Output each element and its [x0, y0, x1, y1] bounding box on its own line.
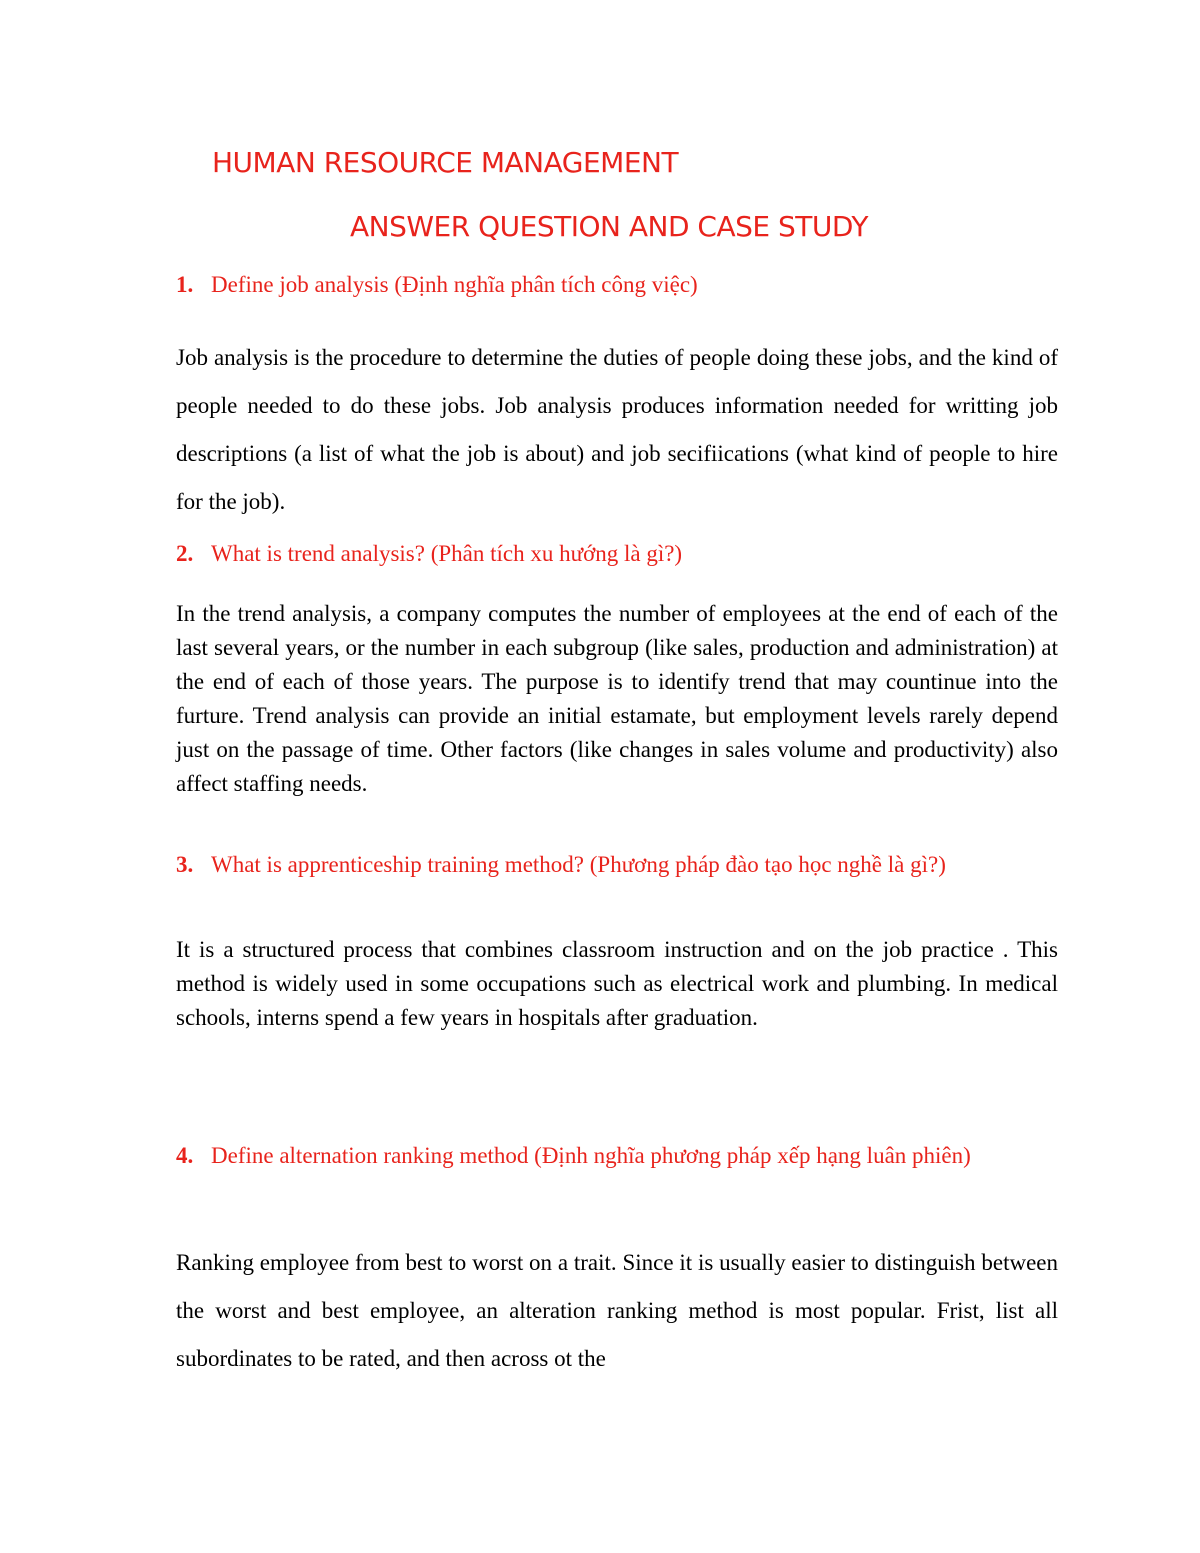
answer-paragraph-4: Ranking employee from best to worst on a trait. Since it is usually easier to distinguish between the worst and best employee, an alteration ranking method is most popular. Frist, list all subordinates to be rated, and then across ot the	[176, 1250, 1058, 1371]
question-text-3: What is apprenticeship training method? (Phương pháp đào tạo học nghề là gì?)	[211, 852, 946, 877]
document-subtitle: ANSWER QUESTION AND CASE STUDY	[350, 210, 868, 243]
document-title: HUMAN RESOURCE MANAGEMENT	[212, 146, 679, 179]
answer-paragraph-3: It is a structured process that combines classroom instruction and on the job practice . This method is widely used in some occupations such as electrical work and plumbing. In medical schools, interns spend a few years in hospitals after graduation.	[176, 937, 1058, 1030]
question-number-2: 2.	[176, 541, 194, 566]
question-text-2: What is trend analysis? (Phân tích xu hướng là gì?)	[211, 541, 683, 566]
question-number-3: 3.	[176, 852, 194, 877]
question-heading-4	[176, 1132, 1058, 1180]
question-heading-3	[176, 848, 1058, 882]
question-heading-2	[176, 539, 1058, 569]
question-number-4: 4.	[176, 1143, 194, 1168]
question-text-4: Define alternation ranking method (Định nghĩa phương pháp xếp hạng luân phiên)	[211, 1143, 971, 1168]
answer-paragraph-1: Job analysis is the procedure to determine the duties of people doing these jobs, and the kind of people needed to do these jobs. Job analysis produces information needed for writting job descriptions (a list of what the job is about) and job secifiications (what kind of people to hire for the job).	[176, 345, 1058, 514]
question-text-1: Define job analysis (Định nghĩa phân tích công việc)	[211, 272, 698, 297]
question-heading-1	[176, 270, 1058, 300]
question-number-1: 1.	[176, 272, 194, 297]
answer-paragraph-2: In the trend analysis, a company computes the number of employees at the end of each of the last several years, or the number in each subgroup (like sales, production and administration) at the end of each of those years. The purpose is to identify trend that may countinue into the furture. Trend analysis can provide an initial estamate, but employment levels rarely depend just on the passage of time. Other factors (like changes in sales volume and productivity) also affect staffing needs.	[176, 601, 1058, 796]
